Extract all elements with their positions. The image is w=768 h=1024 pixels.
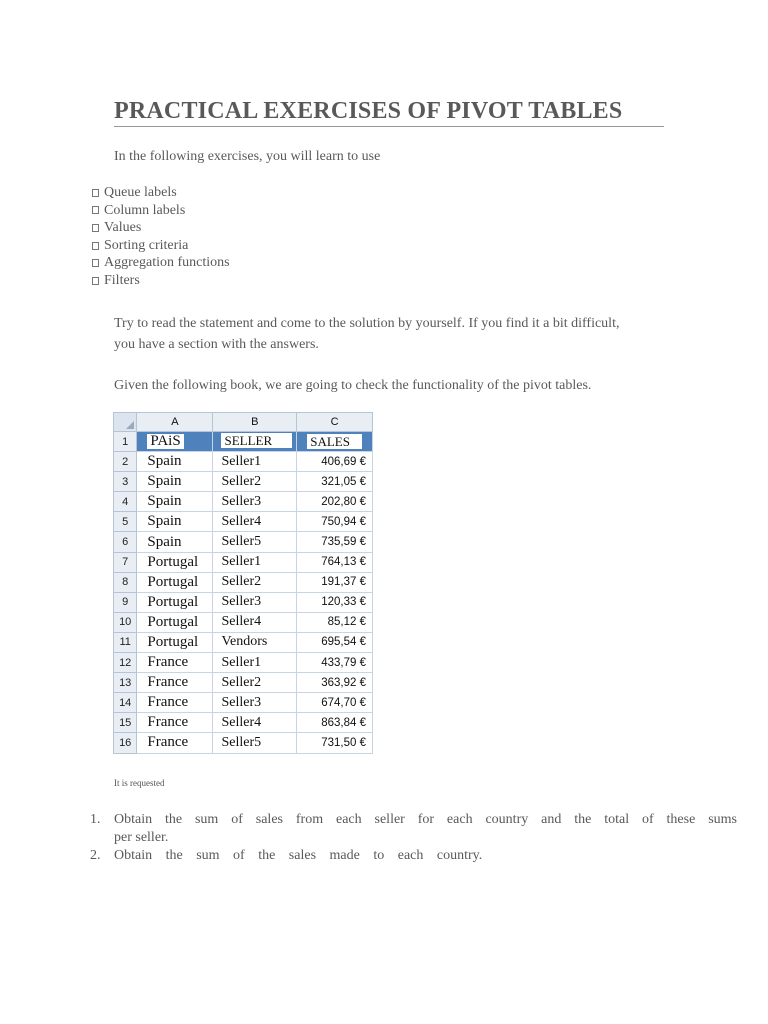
cell-sales[interactable]: 674,70 € (297, 693, 373, 713)
task-body (114, 847, 737, 865)
instructions-line-2: you have a section with the answers. (114, 337, 319, 352)
header-label-seller: SELLER (221, 433, 292, 448)
instructions-paragraph (114, 313, 619, 355)
task-item (90, 847, 737, 865)
requested-note: It is requested (114, 778, 165, 788)
cell-seller[interactable]: Seller2 (213, 472, 297, 492)
task-text-line: Obtain the sum of sales from each seller for each country and the total of these sums (114, 812, 737, 827)
table-row (114, 653, 373, 673)
row-number[interactable]: 4 (114, 492, 137, 512)
table-row (114, 512, 373, 532)
header-cell-country[interactable] (137, 432, 213, 452)
row-number[interactable]: 15 (114, 713, 137, 733)
list-item-label: Aggregation functions (104, 255, 230, 271)
table-row (114, 713, 373, 733)
header-label-sales: SALES (307, 434, 362, 449)
checkbox-glyph-icon (92, 206, 99, 214)
cell-sales[interactable]: 120,33 € (297, 592, 373, 612)
list-item (92, 219, 230, 237)
table-row (114, 532, 373, 552)
cell-country[interactable]: France (137, 653, 213, 673)
cell-sales[interactable]: 85,12 € (297, 612, 373, 632)
cell-seller[interactable]: Seller2 (213, 572, 297, 592)
cell-country[interactable]: Portugal (137, 592, 213, 612)
topic-list (92, 184, 230, 290)
cell-sales[interactable]: 191,37 € (297, 572, 373, 592)
task-text-line: Obtain the sum of the sales made to each country. (114, 848, 483, 864)
cell-seller[interactable]: Seller3 (213, 492, 297, 512)
column-header-c[interactable]: C (297, 413, 373, 432)
row-number[interactable]: 2 (114, 452, 137, 472)
cell-sales[interactable]: 202,80 € (297, 492, 373, 512)
cell-seller[interactable]: Seller4 (213, 512, 297, 532)
task-text-line: per seller. (114, 830, 169, 846)
list-item (92, 254, 230, 272)
checkbox-glyph-icon (92, 224, 99, 232)
cell-seller[interactable]: Seller5 (213, 733, 297, 753)
list-item (92, 202, 230, 220)
table-row (114, 552, 373, 572)
cell-sales[interactable]: 731,50 € (297, 733, 373, 753)
row-number[interactable]: 1 (114, 432, 137, 452)
list-item-label: Sorting criteria (104, 237, 189, 253)
intro-text: In the following exercises, you will learn to use (114, 149, 381, 164)
cell-sales[interactable]: 750,94 € (297, 512, 373, 532)
spreadsheet (113, 412, 373, 754)
row-number[interactable]: 5 (114, 512, 137, 532)
column-header-row (114, 413, 373, 432)
row-number[interactable]: 6 (114, 532, 137, 552)
cell-sales[interactable]: 863,84 € (297, 713, 373, 733)
cell-sales[interactable]: 433,79 € (297, 653, 373, 673)
checkbox-glyph-icon (92, 242, 99, 250)
table-header-row (114, 432, 373, 452)
cell-sales[interactable]: 363,92 € (297, 673, 373, 693)
cell-seller[interactable]: Seller2 (213, 673, 297, 693)
page-title: PRACTICAL EXERCISES OF PIVOT TABLES (114, 97, 664, 127)
cell-country[interactable]: Spain (137, 452, 213, 472)
cell-country[interactable]: France (137, 733, 213, 753)
cell-country[interactable]: Portugal (137, 612, 213, 632)
checkbox-glyph-icon (92, 189, 99, 197)
cell-seller[interactable]: Seller4 (213, 713, 297, 733)
cell-country[interactable]: Portugal (137, 572, 213, 592)
list-item (92, 237, 230, 255)
cell-seller[interactable]: Vendors (213, 632, 297, 652)
list-item-label: Values (104, 220, 142, 236)
table-row (114, 592, 373, 612)
row-number[interactable]: 7 (114, 552, 137, 572)
cell-country[interactable]: Spain (137, 532, 213, 552)
header-cell-sales[interactable] (297, 432, 373, 452)
cell-country[interactable]: France (137, 713, 213, 733)
row-number[interactable]: 12 (114, 653, 137, 673)
row-number[interactable]: 13 (114, 673, 137, 693)
cell-seller[interactable]: Seller4 (213, 612, 297, 632)
table-row (114, 673, 373, 693)
cell-sales[interactable]: 321,05 € (297, 472, 373, 492)
cell-seller[interactable]: Seller5 (213, 532, 297, 552)
row-number[interactable]: 11 (114, 632, 137, 652)
column-header-b[interactable]: B (213, 413, 297, 432)
list-item (92, 272, 230, 290)
checkbox-glyph-icon (92, 277, 99, 285)
cell-sales[interactable]: 764,13 € (297, 552, 373, 572)
table-row (114, 452, 373, 472)
given-book-text: Given the following book, we are going to check the functionality of the pivot tables. (114, 378, 592, 393)
cell-seller[interactable]: Seller3 (213, 693, 297, 713)
header-label-country: PAiS (147, 434, 183, 449)
cell-country[interactable]: Spain (137, 492, 213, 512)
cell-seller[interactable]: Seller1 (213, 452, 297, 472)
cell-country[interactable]: France (137, 693, 213, 713)
table-row (114, 632, 373, 652)
cell-country[interactable]: France (137, 673, 213, 693)
list-item (92, 184, 230, 202)
task-item (90, 811, 737, 847)
row-number[interactable]: 16 (114, 733, 137, 753)
cell-sales[interactable]: 735,59 € (297, 532, 373, 552)
cell-country[interactable]: Portugal (137, 552, 213, 572)
checkbox-glyph-icon (92, 259, 99, 267)
task-body (114, 811, 737, 847)
cell-sales[interactable]: 695,54 € (297, 632, 373, 652)
table-row (114, 492, 373, 512)
cell-country[interactable]: Portugal (137, 632, 213, 652)
select-all-corner[interactable] (114, 413, 137, 432)
list-item-label: Filters (104, 272, 140, 288)
cell-country[interactable]: Spain (137, 472, 213, 492)
cell-seller[interactable]: Seller3 (213, 592, 297, 612)
instructions-line-1: Try to read the statement and come to the solution by yourself. If you find it a bit difficult, (114, 316, 620, 331)
row-number[interactable]: 10 (114, 612, 137, 632)
cell-sales[interactable]: 406,69 € (297, 452, 373, 472)
row-number[interactable]: 3 (114, 472, 137, 492)
cell-seller[interactable]: Seller1 (213, 552, 297, 572)
row-number[interactable]: 14 (114, 693, 137, 713)
list-item-label: Column labels (104, 202, 186, 218)
table-row (114, 472, 373, 492)
table-row (114, 612, 373, 632)
cell-country[interactable]: Spain (137, 512, 213, 532)
list-item-label: Queue labels (104, 185, 177, 200)
cell-seller[interactable]: Seller1 (213, 653, 297, 673)
row-number[interactable]: 9 (114, 592, 137, 612)
row-number[interactable]: 8 (114, 572, 137, 592)
column-header-a[interactable]: A (137, 413, 213, 432)
table-row (114, 572, 373, 592)
header-cell-seller[interactable] (213, 432, 297, 452)
task-number: 1. (90, 812, 101, 827)
table-row (114, 693, 373, 713)
task-list (90, 811, 737, 866)
table-row (114, 733, 373, 753)
task-number: 2. (90, 848, 101, 864)
